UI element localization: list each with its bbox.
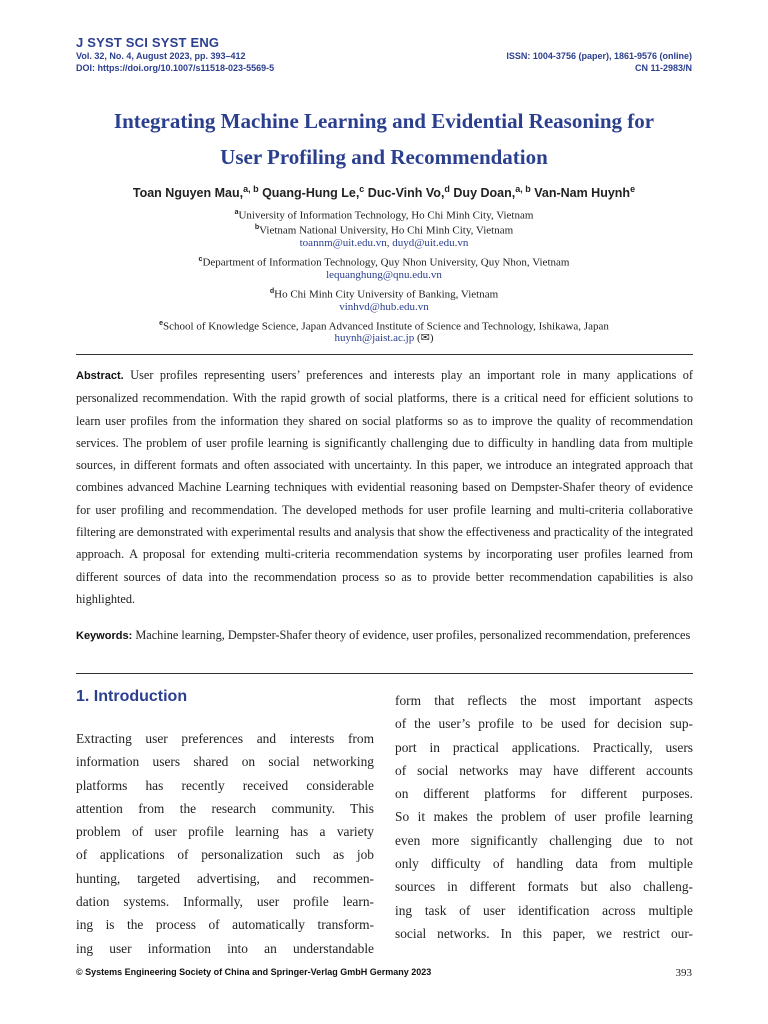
text-line: of the user’s profile to be used for decision sup- [395, 716, 693, 732]
text-line: ing is the process of automatically transform- [76, 917, 374, 933]
text-line: only difficulty of handling data from multiple [395, 856, 693, 872]
text-line: ing user information into an understandable [76, 940, 374, 956]
affiliation-mark: b [254, 224, 260, 231]
author-affiliation-mark: e [630, 184, 636, 194]
text-line: sources in different formats but also challeng- [395, 879, 693, 895]
email-link-d[interactable]: vinhvd@hub.edu.vn [339, 301, 429, 313]
author-name: Duy Doan, [453, 186, 516, 201]
author-affiliation-mark: c [359, 184, 365, 194]
author-name: Toan Nguyen Mau, [132, 186, 244, 201]
text-line: So it makes the problem of user profile learning [395, 809, 693, 825]
affiliation-mark: d [269, 288, 275, 295]
text-line: attention from the research community. This [76, 800, 374, 816]
doi-link[interactable]: DOI: https://doi.org/10.1007/s11518-023-5569-5 [76, 63, 275, 73]
author-name: Quang-Hung Le, [262, 186, 360, 201]
keywords-text: Machine learning, Dempster-Shafer theory of evidence, user profiles, personalized recommendation, preferences [135, 628, 691, 642]
envelope-icon: (✉) [417, 332, 434, 344]
author-affiliation-mark: a, b [243, 184, 259, 194]
intro-right-column [395, 689, 693, 945]
bottom-divider [76, 673, 693, 674]
email-link-e[interactable]: huynh@jaist.ac.jp [334, 332, 415, 344]
text-line: even more significantly challenging due to not [395, 832, 693, 848]
text-line: social networks. In this paper, we restrict our- [395, 925, 693, 941]
text-line: platforms has recently received considerable [76, 777, 374, 793]
affiliation-text: Ho Chi Minh City University of Banking, Vietnam [274, 288, 499, 301]
text-line: ing task of user identification across multiple [395, 902, 693, 918]
intro-left-column [76, 727, 374, 960]
abstract-text: User profiles representing users’ preferences and interests play an important role in many applications of personalized recommendation. With the rapid growth of social platforms, there is a critical need for efficient solutions to learn user profiles from the information they shared on social platforms so as to improve the quality of recommendation services. The problem of user profile learning is significantly challenging due to difficulty in handling data from multiple sources, in different formats and often associated with uncertainty. In this paper, we introduce an integrated approach that combines advanced Machine Learning techniques with evidential reasoning based on Dempster-Shafer theory of evidence for user profiling and recommendation. The developed methods for user profile learning and multi-criteria collaborative filtering are demonstrated with experimental results and analysis that show the effectiveness and practicality of the integrated approach. A proposal for extending multi-criteria recommendation systems by incorporating user profiles learned from different sources of data into the recommendation process so as to provide better recommendation capabilities is also highlighted. [76, 368, 693, 606]
corresponding-email [60, 331, 708, 346]
paper-title-line-1: Integrating Machine Learning and Evidential Reasoning for [113, 109, 655, 133]
author-name: Van-Nam Huynh [534, 186, 631, 201]
keywords [76, 624, 693, 647]
copyright-footer: © Systems Engineering Society of China and Springer-Verlag GmbH Germany 2023 [76, 967, 432, 977]
volume-info: Vol. 32, No. 4, August 2023, pp. 393–412 [76, 51, 246, 61]
text-line: port in practical applications. Practically, users [395, 739, 693, 755]
text-line: Extracting user preferences and interests from [76, 731, 374, 746]
text-line: dation systems. Informally, user profile learn- [76, 894, 374, 910]
author-name: Duc-Vinh Vo, [367, 186, 445, 201]
email-link-c[interactable]: lequanghung@qnu.edu.vn [326, 269, 442, 281]
text-line: of social networks may have different accounts [395, 762, 693, 778]
page-number: 393 [675, 967, 692, 979]
affiliation-text: School of Knowledge Science, Japan Advanced Institute of Science and Technology, Ishikawa, Japan [163, 320, 609, 333]
text-line: on different platforms for different purposes. [395, 786, 693, 802]
affiliation-text: Vietnam National University, Ho Chi Minh City, Vietnam [259, 224, 514, 237]
text-line: information users shared on social networking [76, 754, 374, 770]
text-line: hunting, targeted advertising, and recommen- [76, 870, 374, 886]
paper-title-line-2: User Profiling and Recommendation [220, 145, 548, 169]
affiliation-mark: e [159, 320, 164, 327]
affiliation-text: Department of Information Technology, Quy Nhon University, Quy Nhon, Vietnam [202, 256, 570, 269]
affiliation-mark: c [198, 256, 203, 263]
abstract-label: Abstract. [76, 370, 124, 382]
email-link-b[interactable]: toannm@uit.edu.vn, duyd@uit.edu.vn [299, 237, 469, 249]
text-line: of applications of personalization such as job [76, 847, 374, 863]
affiliation-text: University of Information Technology, Ho Chi Minh City, Vietnam [238, 209, 534, 222]
author-list [60, 184, 708, 200]
top-divider [76, 354, 693, 355]
keywords-label: Keywords: [76, 630, 133, 642]
author-affiliation-mark: a, b [515, 184, 531, 194]
journal-name: J SYST SCI SYST ENG [76, 35, 220, 50]
text-line: problem of user profile learning has a variety [76, 824, 374, 840]
author-affiliation-mark: d [444, 184, 450, 194]
section-heading-introduction: 1. Introduction [76, 688, 188, 705]
issn-info: ISSN: 1004-3756 (paper), 1861-9576 (online) [506, 51, 692, 61]
affiliation-mark: a [234, 209, 239, 216]
cn-info: CN 11-2983/N [634, 63, 692, 73]
abstract [76, 364, 693, 610]
text-line: form that reflects the most important aspects [395, 693, 693, 708]
